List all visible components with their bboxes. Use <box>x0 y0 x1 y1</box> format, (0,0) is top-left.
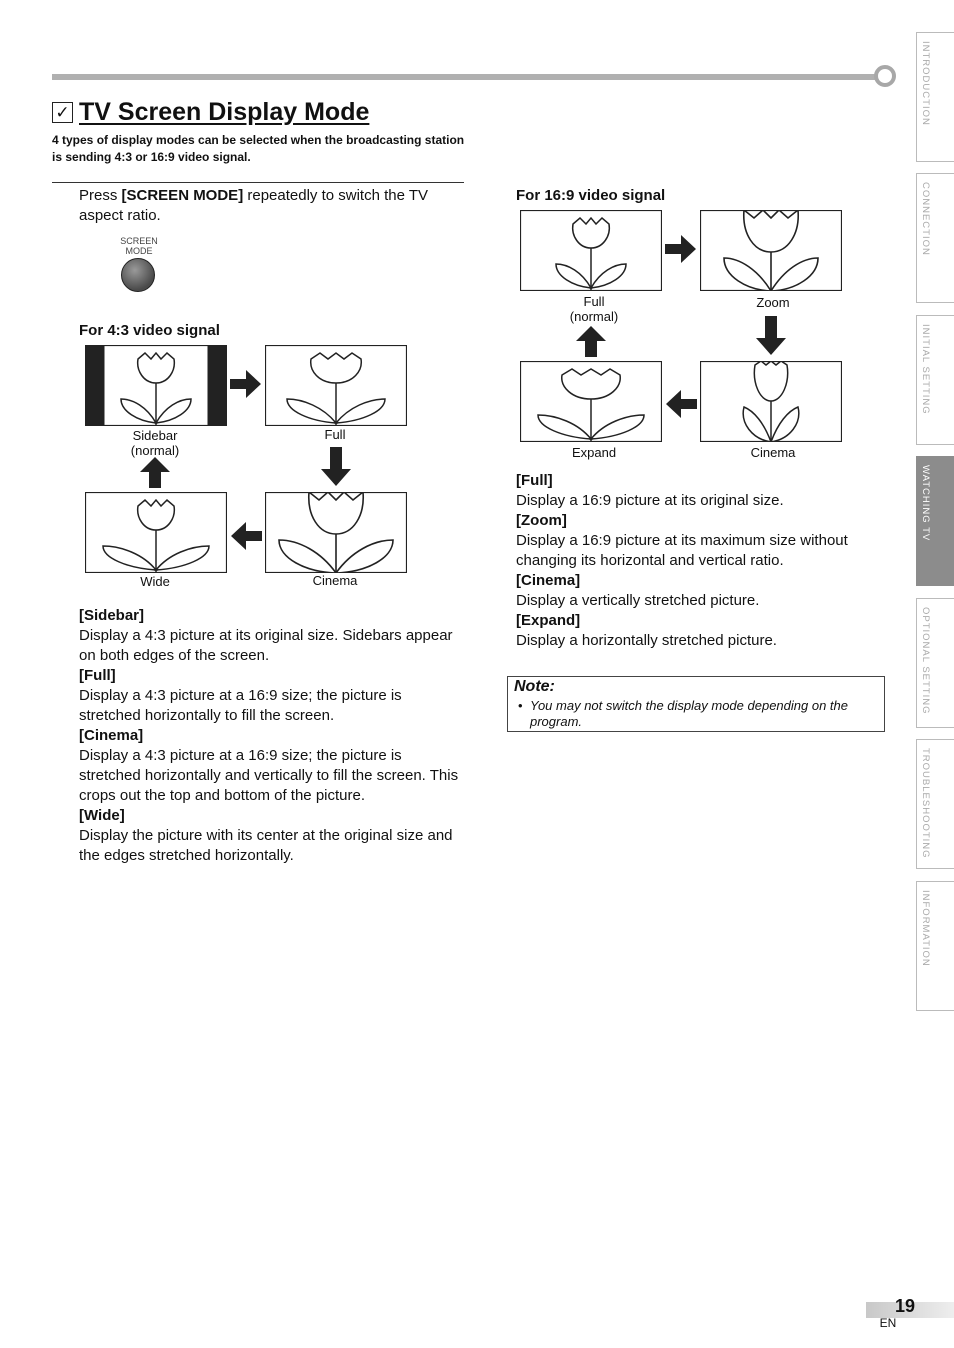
arrow-down-icon <box>320 447 352 487</box>
label-cinema-169: Cinema <box>750 445 796 460</box>
label-wide: Wide <box>140 574 170 589</box>
label-full: Full <box>324 427 346 442</box>
arrow-right-icon <box>665 234 697 264</box>
full-mode-diagram <box>265 345 407 426</box>
label-full-169: Full (normal) <box>569 294 619 324</box>
screen-mode-button-label: SCREEN MODE <box>120 236 158 256</box>
tab-connection[interactable]: CONNECTION <box>916 173 954 303</box>
section-43-heading: For 4:3 video signal <box>79 322 220 339</box>
instruction-text: Press [SCREEN MODE] repeatedly to switch the TV aspect ratio. <box>79 187 429 224</box>
sidebar-mode-diagram <box>85 345 227 426</box>
arrow-up-icon <box>139 456 171 488</box>
checkbox-icon: ✓ <box>52 102 73 123</box>
page-number: 19 <box>894 1296 916 1316</box>
tab-watching-tv[interactable]: WATCHING TV <box>916 456 954 586</box>
tab-troubleshooting[interactable]: TROUBLESHOOTING <box>916 739 954 869</box>
bullet-icon: • <box>518 698 523 713</box>
tab-optional-setting[interactable]: OPTIONAL SETTING <box>916 598 954 728</box>
tab-information[interactable]: INFORMATION <box>916 881 954 1011</box>
intro-text: 4 types of display modes can be selected when the broadcasting station is sending 4:3 or 16:9 video signal. <box>52 133 465 164</box>
section-43-descriptions: [Sidebar] Display a 4:3 picture at its original size. Sidebars appear on both edges of the screen. [Full] Display a 4:3 picture at a 16:9 size; the picture is stretched horizontally to fill the screen. [Cinema] Display a 4:3 picture at a 16:9 size; the picture is stretched horizontally and vertically to fill the screen. This crops out the top and bottom of the picture. [Wide] Display the picture with its center at the original size and the edges stretched horizontally. <box>79 607 459 864</box>
page-language: EN <box>879 1316 897 1330</box>
note-text: • You may not switch the display mode depending on the program. <box>518 698 848 729</box>
page-title: ✓ TV Screen Display Mode <box>52 98 369 127</box>
tab-introduction[interactable]: INTRODUCTION <box>916 32 954 162</box>
note-title: Note: <box>514 678 555 695</box>
cinema-mode-diagram <box>265 492 407 573</box>
screen-mode-button-icon <box>121 258 155 292</box>
label-expand: Expand <box>571 445 617 460</box>
header-circle-icon <box>874 65 896 87</box>
tab-initial-setting[interactable]: INITIAL SETTING <box>916 315 954 445</box>
cinema-169-diagram <box>700 361 842 442</box>
label-zoom: Zoom <box>756 295 790 310</box>
section-169-heading: For 16:9 video signal <box>516 187 666 204</box>
label-sidebar: Sidebar (normal) <box>130 428 180 458</box>
zoom-169-diagram <box>700 210 842 291</box>
arrow-up-icon <box>575 325 607 357</box>
arrow-left-icon <box>230 521 262 551</box>
wide-mode-diagram <box>85 492 227 573</box>
expand-169-diagram <box>520 361 662 442</box>
section-169-descriptions: [Full] Display a 16:9 picture at its original size. [Zoom] Display a 16:9 picture at its maximum size without changing its horizontal and vertical ratio. [Cinema] Display a vertically stretched picture. [Expand] Display a horizontally stretched picture. <box>516 472 848 649</box>
column-rule <box>52 182 464 183</box>
label-cinema: Cinema <box>312 573 358 588</box>
arrow-right-icon <box>230 369 262 399</box>
header-rule <box>52 74 878 80</box>
arrow-down-icon <box>755 316 787 356</box>
arrow-left-icon <box>665 389 697 419</box>
full-169-diagram <box>520 210 662 291</box>
